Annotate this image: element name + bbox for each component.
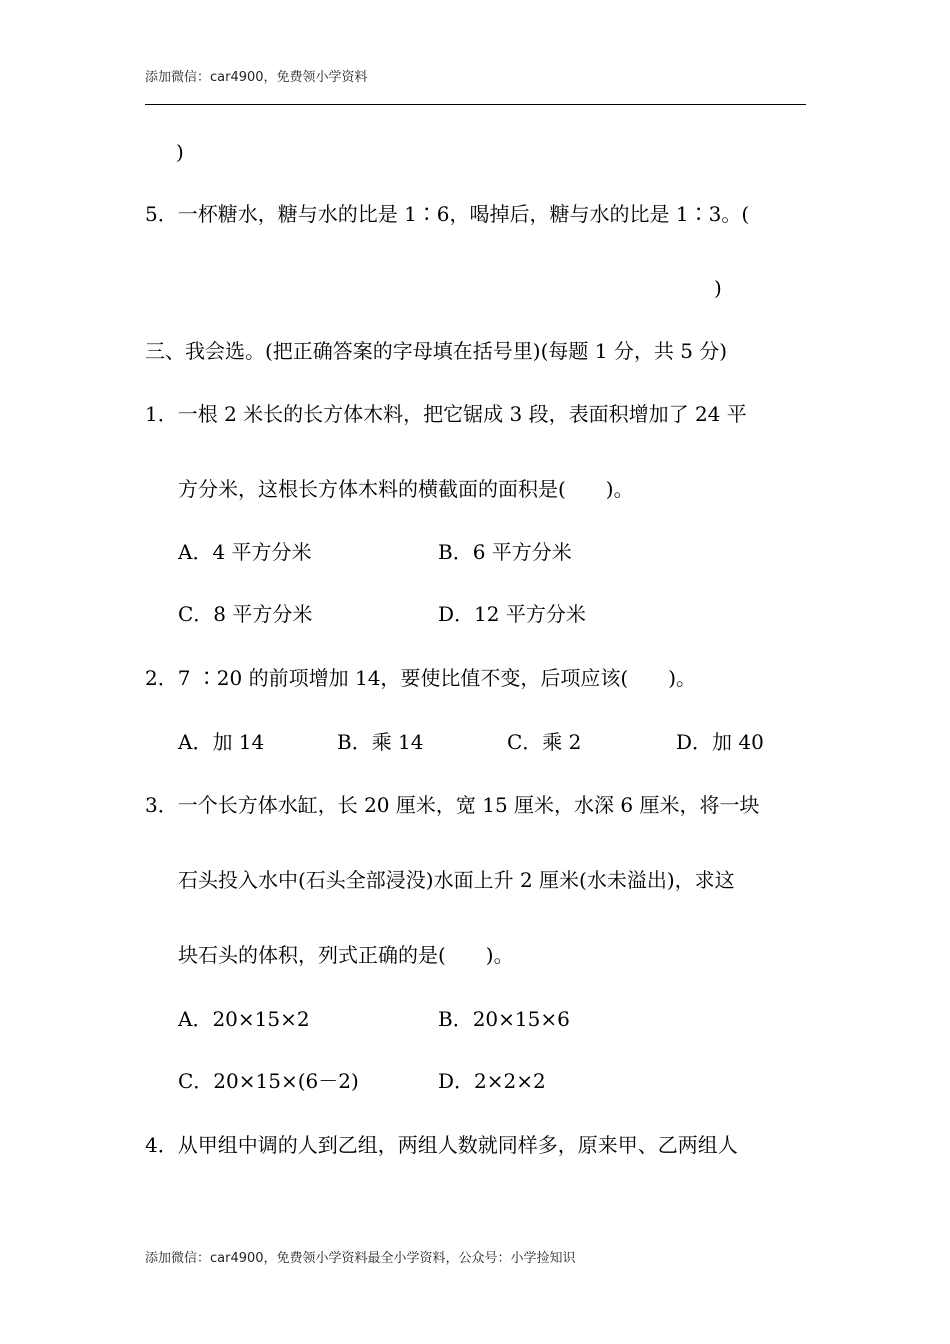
question-3-line-1: 3．一个长方体水缸，长 20 厘米，宽 15 厘米，水深 6 厘米，将一块 [145,793,760,817]
question-1-option-a: A．4 平方分米 [178,540,312,564]
question-3-option-d: D．2×2×2 [438,1069,546,1093]
question-4-line-1: 4．从甲组中调的人到乙组，两组人数就同样多，原来甲、乙两组人 [145,1133,738,1157]
question-3-line-3: 块石头的体积，列式正确的是( )。 [178,943,514,967]
question-1-option-c: C．8 平方分米 [178,602,313,626]
question-1-option-b: B．6 平方分米 [438,540,572,564]
question-2-option-a: A．加 14 [178,730,265,754]
section-3-title: 三、我会选。(把正确答案的字母填在括号里)(每题 1 分，共 5 分) [145,339,728,363]
header-divider [145,104,806,105]
question-1-option-d: D．12 平方分米 [438,602,586,626]
question-2-option-d: D．加 40 [676,730,764,754]
question-3-option-c: C．20×15×(6－2) [178,1069,359,1093]
question-2-line-1: 2．7 ∶20 的前项增加 14，要使比值不变，后项应该( )。 [145,666,697,690]
tf-question-5: 5．一杯糖水，糖与水的比是 1∶6，喝掉后，糖与水的比是 1∶3。( [145,202,750,226]
question-3-line-2: 石头投入水中(石头全部浸没)水面上升 2 厘米(水未溢出)，求这 [178,868,735,892]
footer-watermark-text: 添加微信：car4900，免费领小学资料最全小学资料，公众号：小学捡知识 [145,1251,576,1266]
header-watermark-text: 添加微信：car4900，免费领小学资料 [145,70,368,85]
question-3-option-b: B．20×15×6 [438,1007,570,1031]
question-2-option-b: B．乘 14 [337,730,424,754]
question-2-option-c: C．乘 2 [507,730,582,754]
question-1-line-1: 1．一根 2 米长的长方体木料，把它锯成 3 段，表面积增加了 24 平 [145,402,747,426]
tf-question-5-close-paren: ) [714,276,722,300]
question-1-line-2: 方分米，这根长方体木料的横截面的面积是( )。 [178,477,634,501]
carry-over-paren: ) [176,140,184,164]
question-3-option-a: A．20×15×2 [178,1007,310,1031]
